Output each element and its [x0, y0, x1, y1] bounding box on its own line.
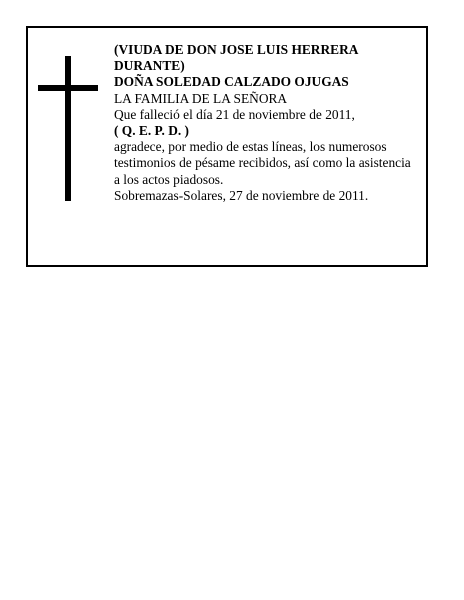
- thanks-line-2: testimonios de pésame recibidos, así como la asistencia: [114, 155, 411, 171]
- cross-vertical-bar: [65, 56, 71, 201]
- notice-text: [114, 42, 420, 204]
- widow-line-1: (VIUDA DE DON JOSE LUIS HERRERA: [114, 42, 359, 57]
- place-date: Sobremazas-Solares, 27 de noviembre de 2011.: [114, 187, 369, 203]
- family-line: LA FAMILIA DE LA SEÑORA: [114, 90, 288, 106]
- thanks-line-3: a los actos piadosos.: [114, 171, 224, 187]
- cross-icon: [38, 56, 98, 201]
- cross-horizontal-bar: [38, 85, 98, 91]
- death-date: Que falleció el día 21 de noviembre de 2011,: [114, 106, 355, 122]
- obituary-notice: [26, 26, 428, 267]
- widow-line-2: DURANTE): [114, 58, 185, 74]
- thanks-line-1: agradece, por medio de estas líneas, los numerosos: [114, 139, 387, 155]
- deceased-name: DOÑA SOLEDAD CALZADO OJUGAS: [114, 74, 349, 90]
- qepd: ( Q. E. P. D. ): [114, 123, 190, 139]
